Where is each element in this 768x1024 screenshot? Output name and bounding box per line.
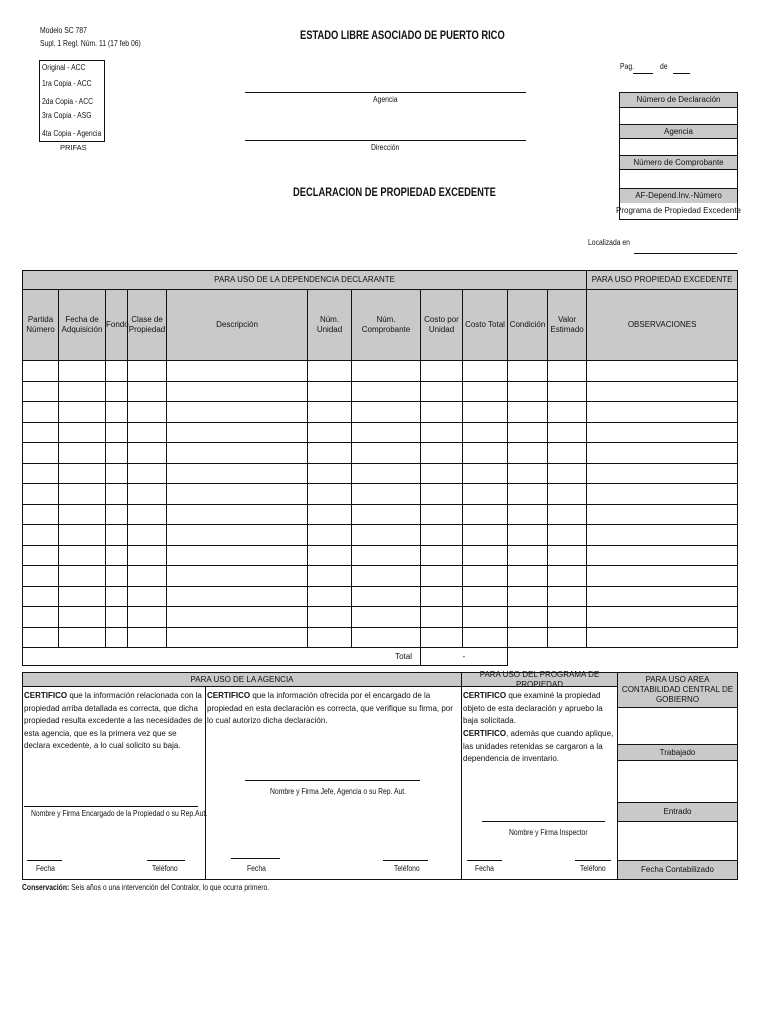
table-cell[interactable] [128,443,167,464]
table-cell[interactable] [508,525,548,546]
table-cell[interactable] [308,422,352,443]
table-cell[interactable] [587,586,738,607]
table-row [23,607,738,628]
table-cell[interactable] [106,381,128,402]
table-row [23,484,738,505]
table-cell[interactable] [128,381,167,402]
table-cell[interactable] [106,361,128,382]
table-cell[interactable] [352,381,421,402]
af-depend-label: AF-Depend.Inv.-Número [620,189,737,203]
table-cell[interactable] [548,545,587,566]
col-description: Descripción [167,290,308,361]
table-cell[interactable] [421,504,463,525]
sig-declarant-label: Nombre y Firma Encargado de la Propiedad o su Rep.Aut. [31,809,208,818]
table-cell[interactable] [548,627,587,648]
table-cell[interactable] [587,443,738,464]
table-cell[interactable] [421,443,463,464]
table-cell[interactable] [352,443,421,464]
table-cell[interactable] [587,484,738,505]
col-total-cost: Costo Total [463,290,508,361]
table-cell[interactable] [23,484,59,505]
table-cell[interactable] [167,422,308,443]
table-cell[interactable] [463,586,508,607]
table-cell[interactable] [508,402,548,423]
table-row [23,381,738,402]
table-cell[interactable] [106,443,128,464]
agency-label: Agencia [373,95,398,104]
table-cell[interactable] [421,586,463,607]
located-label: Localizada en [588,238,630,247]
table-cell[interactable] [508,484,548,505]
table-cell[interactable] [587,402,738,423]
col-fund: Fondo [106,290,128,361]
table-row [23,443,738,464]
table-cell[interactable] [59,361,106,382]
table-cell[interactable] [508,443,548,464]
form-supplement: Supl. 1 Regl. Núm. 11 (17 feb 06) [40,39,141,48]
table-cell[interactable] [548,402,587,423]
table-cell[interactable] [352,627,421,648]
program-label: Programa de Propiedad Excedente [616,206,741,215]
table-row [23,504,738,525]
table-cell[interactable] [463,361,508,382]
agency-use-header: PARA USO DE LA AGENCIA [23,673,461,686]
col-item-number: Partida Número [23,290,59,361]
table-cell[interactable] [587,463,738,484]
declarant-section-header: PARA USO DE LA DEPENDENCIA DECLARANTE [23,271,587,290]
table-cell[interactable] [59,607,106,628]
date-label-3: Fecha [475,864,494,873]
table-cell[interactable] [23,422,59,443]
table-cell[interactable] [167,545,308,566]
table-cell[interactable] [167,607,308,628]
table-cell[interactable] [106,484,128,505]
located-field[interactable] [634,253,737,254]
table-cell[interactable] [463,504,508,525]
table-cell[interactable] [463,402,508,423]
table-cell[interactable] [23,525,59,546]
total-value: - [421,648,508,666]
table-cell[interactable] [421,381,463,402]
table-cell[interactable] [308,361,352,382]
table-cell[interactable] [59,525,106,546]
table-cell[interactable] [59,484,106,505]
table-cell[interactable] [128,627,167,648]
table-cell[interactable] [167,566,308,587]
table-cell[interactable] [308,402,352,423]
table-row [23,566,738,587]
table-cell[interactable] [308,504,352,525]
total-row [23,648,738,666]
table-cell[interactable] [59,381,106,402]
table-cell[interactable] [352,525,421,546]
table-cell[interactable] [167,402,308,423]
sig-line-declarant[interactable] [24,806,198,807]
copy-original: Original - ACC [42,63,86,72]
table-cell[interactable] [128,402,167,423]
table-cell[interactable] [308,627,352,648]
voucher-number-label: Número de Comprobante [620,156,737,169]
table-row [23,627,738,648]
table-cell[interactable] [128,361,167,382]
table-cell[interactable] [128,545,167,566]
table-cell[interactable] [23,566,59,587]
col-property-class: Clase de Propiedad [128,290,167,361]
date-label-1: Fecha [36,864,55,873]
table-cell[interactable] [421,422,463,443]
col-voucher-number: Núm. Comprobante [352,290,421,361]
table-cell[interactable] [352,463,421,484]
table-cell[interactable] [548,422,587,443]
table-row [23,361,738,382]
entered-label: Entrado [618,803,737,821]
table-cell[interactable] [23,586,59,607]
table-cell[interactable] [308,484,352,505]
table-cell[interactable] [508,545,548,566]
table-cell[interactable] [308,381,352,402]
table-row [23,525,738,546]
table-cell[interactable] [167,361,308,382]
table-cell[interactable] [23,381,59,402]
table-cell[interactable] [352,361,421,382]
sig-inspector-label: Nombre y Firma Inspector [509,828,588,837]
col-acquisition-date: Fecha de Adquisición [59,290,106,361]
table-cell[interactable] [463,422,508,443]
table-cell[interactable] [548,566,587,587]
table-cell[interactable] [508,566,548,587]
excess-section-header: PARA USO PROPIEDAD EXCEDENTE [587,271,738,290]
page-total-field[interactable] [673,73,690,74]
copy-4: 4ta Copia - Agencia [42,129,102,138]
table-cell[interactable] [59,443,106,464]
phone-label-3: Teléfono [580,864,606,873]
table-cell[interactable] [508,422,548,443]
phone-label-1: Teléfono [152,864,178,873]
table-cell[interactable] [352,586,421,607]
table-cell[interactable] [167,484,308,505]
table-cell[interactable] [508,361,548,382]
table-cell[interactable] [167,627,308,648]
table-cell[interactable] [421,607,463,628]
sig-line-inspector[interactable] [482,821,605,822]
table-cell[interactable] [548,463,587,484]
table-cell[interactable] [128,463,167,484]
table-cell[interactable] [587,566,738,587]
sig-agency-head-label: Nombre y Firma Jefe, Agencia o su Rep. Aut. [270,787,407,796]
table-cell[interactable] [508,586,548,607]
table-cell[interactable] [587,504,738,525]
address-label: Dirección [371,143,400,152]
cert-program-2: CERTIFICO, además que cuando aplique, las unidades retenidas se cargaron a la dependencia de inventario. [463,729,614,763]
declaration-number-label: Número de Declaración [620,93,737,107]
table-cell[interactable] [23,545,59,566]
table-cell[interactable] [308,566,352,587]
agency-line[interactable] [245,92,526,93]
table-cell[interactable] [463,525,508,546]
phone-label-2: Teléfono [394,864,420,873]
table-cell[interactable] [106,422,128,443]
table-cell[interactable] [167,463,308,484]
table-cell[interactable] [508,463,548,484]
prifas-label: PRIFAS [60,143,87,152]
table-cell[interactable] [548,525,587,546]
table-cell[interactable] [352,402,421,423]
table-cell[interactable] [128,586,167,607]
copy-2: 2da Copia - ACC [42,97,94,106]
table-cell[interactable] [421,361,463,382]
table-cell[interactable] [106,463,128,484]
table-cell[interactable] [59,422,106,443]
table-cell[interactable] [167,504,308,525]
table-cell[interactable] [59,504,106,525]
table-cell[interactable] [59,463,106,484]
table-cell[interactable] [106,504,128,525]
table-cell[interactable] [59,545,106,566]
table-row [23,422,738,443]
table-cell[interactable] [548,443,587,464]
address-line[interactable] [245,140,526,141]
table-cell[interactable] [23,463,59,484]
table-cell[interactable] [308,607,352,628]
of-label: de [660,62,668,71]
table-cell[interactable] [308,463,352,484]
table-cell[interactable] [587,627,738,648]
panel-agency-label: Agencia [620,125,737,138]
table-row [23,402,738,423]
table-cell[interactable] [421,566,463,587]
table-cell[interactable] [548,484,587,505]
table-cell[interactable] [587,361,738,382]
phone-line-2[interactable] [383,860,428,861]
table-cell[interactable] [548,504,587,525]
table-cell[interactable] [106,607,128,628]
table-cell[interactable] [508,607,548,628]
col-condition: Condición [508,290,548,361]
worked-label: Trabajado [618,745,737,760]
table-cell[interactable] [128,422,167,443]
table-cell[interactable] [59,566,106,587]
table-cell[interactable] [128,566,167,587]
table-cell[interactable] [548,607,587,628]
table-cell[interactable] [106,545,128,566]
col-observations: OBSERVACIONES [587,290,738,361]
table-cell[interactable] [421,545,463,566]
table-cell[interactable] [463,381,508,402]
table-cell[interactable] [167,525,308,546]
table-cell[interactable] [106,627,128,648]
sig-line-agency-head[interactable] [245,780,420,781]
table-cell[interactable] [508,381,548,402]
form-model: Modelo SC 787 [40,26,87,35]
table-cell[interactable] [508,504,548,525]
table-cell[interactable] [587,545,738,566]
cert-agency-head: CERTIFICO que la información ofrecida por el encargado de la propiedad en esta declaración es correcta, que verifique su firma, por lo cual autorizo dicha declaración. [207,691,453,725]
table-cell[interactable] [167,381,308,402]
table-cell[interactable] [128,504,167,525]
table-cell[interactable] [128,484,167,505]
page-label: Pag. [620,62,634,71]
table-cell[interactable] [23,361,59,382]
table-cell[interactable] [352,545,421,566]
table-cell[interactable] [23,443,59,464]
table-cell[interactable] [463,566,508,587]
date-line-2[interactable] [231,858,280,859]
table-cell[interactable] [587,381,738,402]
table-cell[interactable] [308,586,352,607]
date-line-3[interactable] [467,860,502,861]
table-cell[interactable] [128,607,167,628]
table-cell[interactable] [308,545,352,566]
table-cell[interactable] [59,402,106,423]
phone-line-1[interactable] [147,860,185,861]
table-cell[interactable] [548,381,587,402]
table-cell[interactable] [128,525,167,546]
table-cell[interactable] [421,627,463,648]
col-unit-cost: Costo por Unidad [421,290,463,361]
total-label: Total [23,648,421,666]
col-unit-number: Núm. Unidad [308,290,352,361]
table-cell[interactable] [508,627,548,648]
accounting-use-header: PARA USO AREA CONTABILIDAD CENTRAL DE GOBIERNO [618,673,737,707]
copy-3: 3ra Copia - ASG [42,111,92,120]
table-cell[interactable] [352,566,421,587]
conservation-note: Conservación: Seis años o una intervención del Contralor, lo que ocurra primero. [22,883,270,892]
table-cell[interactable] [352,504,421,525]
table-cell[interactable] [548,586,587,607]
col-estimated-value: Valor Estimado [548,290,587,361]
form-subtitle: DECLARACION DE PROPIEDAD EXCEDENTE [293,185,496,199]
table-row [23,586,738,607]
table-cell[interactable] [23,627,59,648]
table-cell[interactable] [463,545,508,566]
table-cell[interactable] [106,566,128,587]
column-header-row [23,290,738,361]
cert-declarant: CERTIFICO que la información relacionada con la propiedad arriba detallada es correcta, que dicha propiedad resulta excedente a las necesidades de esta agencia, que es la primera vez que se declara excedente, a lo cual solicito su baja. [24,691,203,750]
table-cell[interactable] [421,484,463,505]
table-cell[interactable] [167,586,308,607]
table-cell[interactable] [463,607,508,628]
table-cell[interactable] [463,627,508,648]
table-cell[interactable] [463,443,508,464]
table-cell[interactable] [308,525,352,546]
program-use-header: PARA USO DEL PROGRAMA DE PROPIEDAD [462,673,617,686]
phone-line-3[interactable] [575,860,611,861]
accounting-date-label: Fecha Contabilizado [618,861,737,879]
table-cell[interactable] [106,525,128,546]
page-number-field[interactable] [633,73,653,74]
table-cell[interactable] [167,443,308,464]
table-cell[interactable] [59,627,106,648]
date-label-2: Fecha [247,864,266,873]
table-cell[interactable] [463,484,508,505]
table-row [23,545,738,566]
table-cell[interactable] [23,402,59,423]
table-cell[interactable] [463,463,508,484]
table-cell[interactable] [421,525,463,546]
table-cell[interactable] [352,484,421,505]
table-cell[interactable] [59,586,106,607]
page-title: ESTADO LIBRE ASOCIADO DE PUERTO RICO [300,28,505,42]
table-cell[interactable] [587,422,738,443]
property-table [22,270,738,666]
table-row [23,463,738,484]
table-cell[interactable] [587,607,738,628]
table-cell[interactable] [352,422,421,443]
table-cell[interactable] [106,402,128,423]
table-cell[interactable] [587,525,738,546]
date-line-1[interactable] [27,860,62,861]
cert-program: CERTIFICO que examiné la propiedad objeto de esta declaración y apruebo la baja solicitada. [463,691,603,725]
table-cell[interactable] [106,586,128,607]
copy-1: 1ra Copia - ACC [42,79,92,88]
table-cell[interactable] [548,361,587,382]
table-cell[interactable] [23,504,59,525]
table-cell[interactable] [421,463,463,484]
table-cell[interactable] [352,607,421,628]
table-cell[interactable] [23,607,59,628]
table-cell[interactable] [308,443,352,464]
table-cell[interactable] [421,402,463,423]
